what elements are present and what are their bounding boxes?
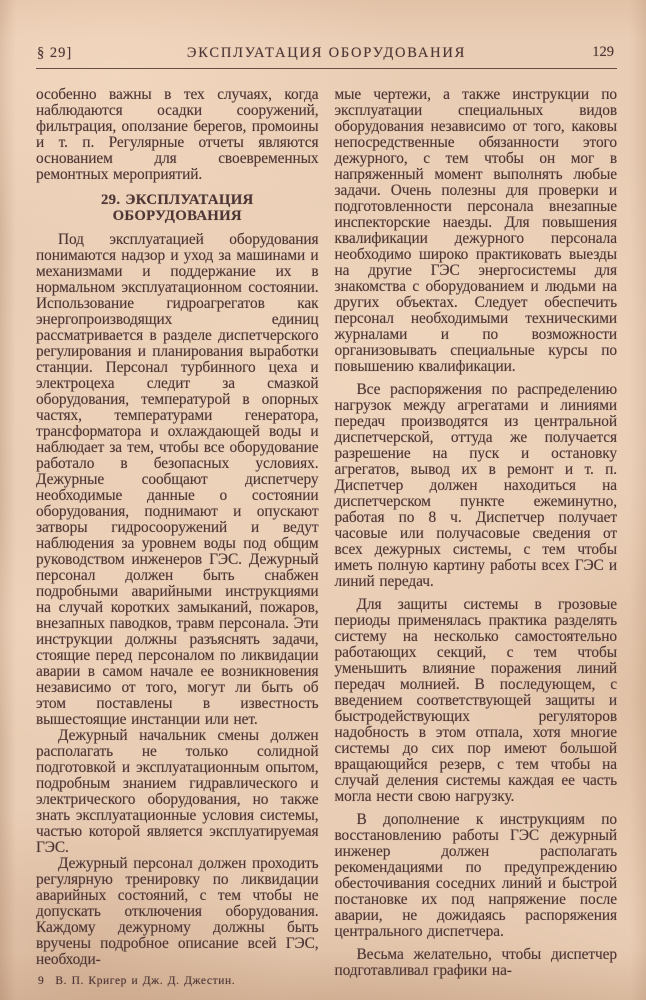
paragraph: Все распоряжения по распределению нагрузок между агрегатами и линиями передач производятся из центральной диспетчерской, оттуда же получается разрешение на пуск и остановку агрегатов, вывод их в ремонт и т. п. Диспетчер должен находиться на диспетчерском пункте ежеминутно, работая по 8 ч. Диспетчер получает часовые или получасовые сведения от всех дежурных системы, с тем чтобы иметь полную картину работы всех ГЭС и линий передач. [334, 381, 617, 590]
text-columns [36, 87, 617, 988]
section-marker: § 29] [37, 45, 73, 61]
paragraph: Под эксплуатацией оборудования понимаются надзор и уход за машинами и механизмами и поддержание их в нормальном эксплуатационном состоянии. Использование гидроагрегатов как энергопроизводящих единиц рассматривается в разделе диспетчерского регулирования и планирования выработки станции. Персонал турбинного цеха и электроцеха следит за смазкой оборудования, температурой в опорных частях, температурами генератора, трансформатора и охлаждающей воды и наблюдает за тем, чтобы все оборудование работало в безопасных условиях. Дежурные сообщают диспетчеру необходимые данные о состоянии оборудования, поднимают и опускают затворы гидросооружений и ведут наблюдения за уровнем воды под общим руководством инженеров ГЭС. Дежурный персонал должен быть снабжен подробными аварийными инструкциями на случай коротких замыканий, пожаров, внезапных паводков, травм персонала. Эти инструкции должны разъяснять задачи, стоящие перед персоналом по ликвидации аварии в самом начале ее возникновения независимо от того, могут ли быть об этом поставлены в известность вышестоящие инстанции или нет. [36, 231, 319, 728]
paragraph: Весьма желательно, чтобы диспетчер подготавливал графики на- [334, 946, 617, 979]
header-rule [36, 68, 617, 69]
paragraph: Для защиты системы в грозовые периоды применялась практика разделять систему на несколько самостоятельно работающих секций, с тем чтобы уменьшить влияние поражения линий передач молнией. В последующем, с введением соответствующей защиты и быстродействующих регуляторов надобность в этом отпала, хотя многие системы до сих пор имеют большой вращающийся резерв, с тем чтобы на случай деления системы каждая ее часть могла нести свою нагрузку. [334, 596, 617, 805]
paragraph: Дежурный персонал должен проходить регулярную тренировку по ликвидации аварийных состояний, с тем чтобы не допускать отключения оборудования. Каждому дежурному должны быть вручены подробное описание всей ГЭС, необходи- [36, 855, 319, 968]
page-number: 129 [592, 44, 614, 60]
signature-footnote [36, 975, 319, 988]
paragraph: особенно важны в тех случаях, когда наблюдаются осадки сооружений, фильтрация, оползание берегов, промоины и т. п. Регулярные отчеты являются основанием для своевременных ремонтных мероприятий. [36, 86, 319, 183]
paragraph: Дежурный начальник смены должен располагать не только солидной подготовкой и эксплуатационным опытом, подробным знанием гидравлического и электрического оборудования, но также знать эксплуатационные условия системы, частью которой является эксплуатируемая ГЭС. [36, 727, 319, 856]
section-heading: 29. ЭКСПЛУАТАЦИЯ ОБОРУДОВАНИЯ [100, 192, 254, 224]
right-column [335, 87, 618, 988]
signature-number: 9 [38, 975, 45, 987]
paragraph: мые чертежи, а также инструкции по эксплуатации специальных видов оборудования независимо от того, каковы непосредственные обязанности этого дежурного, с тем чтобы он мог в напряженный момент выполнять любые задачи. Очень полезны для проверки и подготовленности персонала внезапные инспекторские наезды. Для повышения квалификации дежурного персонала необходимо широко практиковать выезды на другие ГЭС энергосистемы для знакомства с оборудованием и людьми на других объектах. Следует обеспечить персонал необходимыми техническими журналами и по возможности организовывать специальные курсы по повышению квалификации. [334, 86, 617, 375]
signature-authors: В. П. Кригер и Дж. Д. Джестин. [55, 975, 236, 987]
running-title: ЭКСПЛУАТАЦИЯ ОБОРУДОВАНИЯ [186, 45, 467, 61]
running-header [37, 45, 616, 63]
left-column [36, 87, 319, 988]
paragraph: В дополнение к инструкциям по восстановлению работы ГЭС дежурный инженер должен располагать рекомендациями по предупреждению обесточивания соседних линий и быстрой постановке их под напряжение после аварии, не дожидаясь распоряжения центрального диспетчера. [334, 811, 617, 940]
